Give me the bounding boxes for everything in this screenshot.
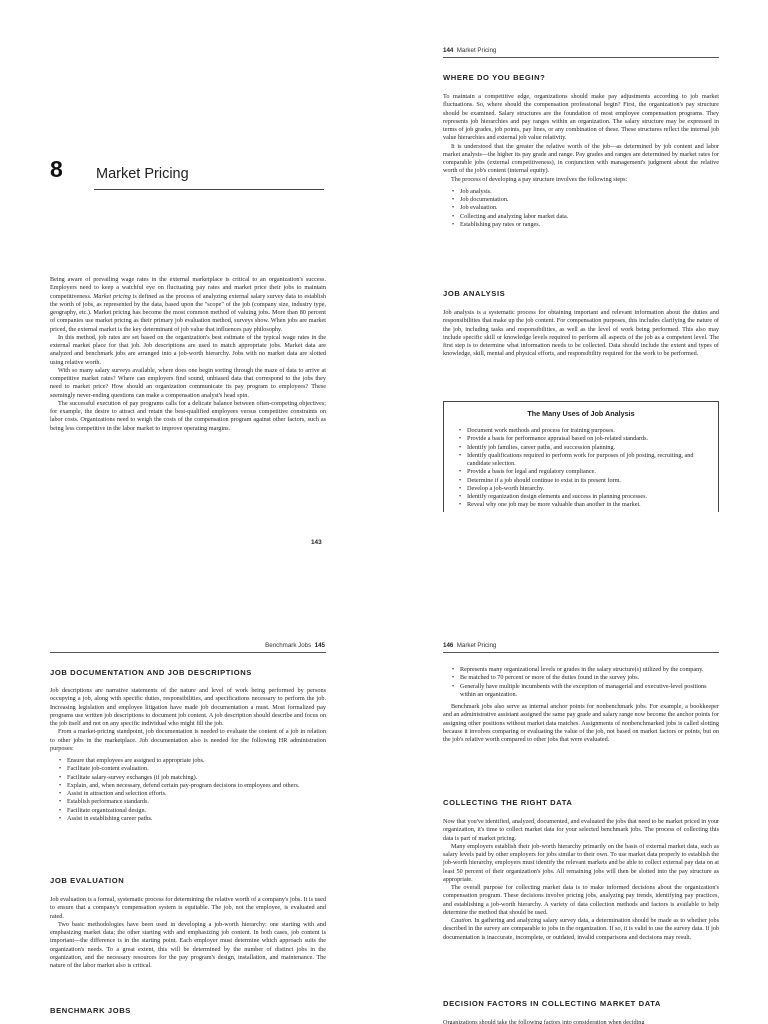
running-head-rule <box>443 652 719 653</box>
list-item: • Develop a job-worth hierarchy. <box>456 485 704 493</box>
chapter-title-rule <box>94 189 324 190</box>
section-heading: DECISION FACTORS IN COLLECTING MARKET DATA <box>443 999 661 1008</box>
running-head-rule <box>443 57 719 58</box>
running-head: 144 Market Pricing <box>443 47 497 54</box>
section-body: To maintain a competitive edge, organizations should make pay adjustments according to job market fluctuations. So, where should the compensation professional begin? First, the organization's pay structure should be examined. Salary structures are the foundation of most employee compensation programs. They represents job hierarchies and pay ranges within an organization. The salary structure may be expressed in terms of job grades, job points, pay lines, or any combination of these. These structures reflect the internal job value hierarchies and external job value relativity. It is understood that the greater the relative worth of the job—as determined by job content and labor market analysis—the higher its pay grade and range. Pay grades and ranges are determined by market rates for comparable jobs (external competitiveness), in conjunction with management's judgment about the relative worth of the job's content (internal equity). The process of developing a pay structure involves the following steps: • Job analysis. • Job documentation. • Job evaluation. • Collecting and analyzing labor market data. • Establishing pay rates or ranges. <box>443 93 719 229</box>
list-item: • Ensure that employees are assigned to appropriate jobs. <box>56 757 326 765</box>
list-item: • Identify qualifications required to perform work for purposes of job posting, recruiting, and candidate selection. <box>456 452 704 469</box>
page-143 <box>0 0 384 512</box>
list-item: • Provide a basis for legal and regulatory compliance. <box>456 468 704 476</box>
list-item: • Facilitate salary-survey exchanges (if job matching). <box>56 774 326 782</box>
list-item: • Establishing pay rates or ranges. <box>449 221 719 229</box>
page-145 <box>0 512 384 1024</box>
list-item: • Be matched to 70 percent or more of the duties found in the survey jobs. <box>449 674 719 682</box>
section-heading: COLLECTING THE RIGHT DATA <box>443 798 573 807</box>
uses-list <box>456 427 704 510</box>
list-item: • Identify job families, career paths, and succession planning. <box>456 444 704 452</box>
list-item: • Job evaluation. <box>449 204 719 212</box>
list-item: • Provide a basis for performance appraisal based on job-related standards. <box>456 435 704 443</box>
steps-list <box>449 188 719 229</box>
intro-paragraph: With so many salary surveys available, where does one begin sorting through the maze of data to arrive at competitive market rates? Where can employers find sound, unbiased data that correspond to the jobs they need to market price? How should an organization communicate its pay program to employees? These seemingly never-ending questions can make a compensation analyst's head spin. <box>50 366 326 399</box>
section-heading: JOB EVALUATION <box>50 876 125 885</box>
list-item: • Assist in establishing career paths. <box>56 815 326 823</box>
sidebar-box <box>443 401 719 512</box>
page-146 <box>384 512 768 1024</box>
list-item: • Identify organization design elements and success in planning processes. <box>456 493 704 501</box>
section-body: • Represents many organizational levels or grades in the salary structure(s) utilized by the company. • Be matched to 70 percent or more of the duties found in the survey jobs. • Generally have multiple incumbents with the exception of managerial and executive-level positions within an organization. Benchmark jobs also serve as internal anchor points for nonbenchmark jobs. For example, a bookkeeper and an administrative assistant assigned the same pay grade and salary range now become the anchor points for assigning other positions without market data matches. Assignments of nonbenchmarked jobs is called slotting because it involves comparing or evaluating the value of the job, not based on market factors or points, but on the job's relative worth compared to other jobs that were evaluated. <box>443 666 719 744</box>
list-item: • Determine if a job should continue to exist in its present form. <box>456 477 704 485</box>
section-heading: WHERE DO YOU BEGIN? <box>443 73 546 82</box>
list-item: • Reveal why one job may be more valuable than another in the market. <box>456 501 704 509</box>
list-item: • Facilitate organizational design. <box>56 807 326 815</box>
term-market-pricing: Market pricing <box>93 292 131 300</box>
section-body: Now that you've identified, analyzed, documented, and evaluated the jobs that need to be market priced in your organization, it's time to collect market data for your selected benchmark jobs. The process of collecting this data is part of market pricing. Many employers establish their job-worth hierarchy primarily on the basis of external market data, such as salary levels paid by other employers for jobs similar to their own. To use market data properly to establish the job-worth hierarchy, employers must identify the relevant markets and be able to collect external pay data on at least 50 percent of their organization's jobs. All remaining jobs will then be slotted into the pay structure as appropriate. The overall purpose for collecting market data is to make informed decisions about the organization's compensation program. These decisions involve pricing jobs, analyzing pay trends, identifying pay practices, and establishing a job-worth hierarchy. A variety of data collection methods and factors is available to help determine the method that should be used. Caution. In gathering and analyzing salary survey data, a determination should be made as to whether jobs described in the survey are comparable to jobs in the organization. If so, it is valid to use the survey data. If job documentation is inaccurate, incomplete, or outdated, invalid comparisons and decisions may result. <box>443 818 719 941</box>
intro-paragraph: The successful execution of pay programs calls for a delicate balance between often-competing objectives; for example, the desire to attract and retain the best-qualified employees versus competitive constraints on labor costs. Organizations need to weigh the costs of the compensation program against other factors, such as being less competitive in the labor market to improve operating margins. <box>50 399 326 432</box>
list-item: • Document work methods and process for training purposes. <box>456 427 704 435</box>
page-144 <box>384 0 768 512</box>
running-head: Benchmark Jobs 145 <box>265 642 325 649</box>
section-heading: JOB ANALYSIS <box>443 289 506 298</box>
benchmark-criteria-list <box>449 666 719 699</box>
list-item: • Establish performance standards. <box>56 798 326 806</box>
section-body: Job analysis is a systematic process for obtaining important and relevant information about the duties and responsibilities that make up the job content. For compensation purposes, this includes clarifying the nature of the job, including tasks and responsibilities, as well as the level of work being performed. This also may include specific skill or knowledge levels required to perform all aspects of the job as a competent level. The first step is to determine what information needs to be collected. Data should include the extent and types of knowledge, skill, mental and physical efforts, and responsibility required for the work to be performed. <box>443 309 719 358</box>
section-body: Organizations should take the following factors into consideration when deciding <box>443 1019 645 1024</box>
chapter-title: Market Pricing <box>96 166 189 182</box>
running-head: 146 Market Pricing <box>443 642 497 649</box>
section-body: Job descriptions are narrative statements of the nature and level of work being performed by persons occupying a job, along with specific duties, responsibilities, and specifications necessary to perform the job. Increasing legislation and employee litigation have made job documentation a must. Most formalized pay programs use written job descriptions to document job content. A job description should describe and focus on the job itself and not on any specific individual who might fill the job. From a market-pricing standpoint, job documentation is needed to evaluate the content of a job in relation to other jobs in the marketplace. Job documentation also is needed for the following HR administration purposes: • Ensure that employees are assigned to appropriate jobs. • Facilitate job-content evaluation. • Facilitate salary-survey exchanges (if job matching). • Explain, and, when necessary, defend certain pay-program decisions to employees and others. • Assist in attraction and selection efforts. • Establish performance standards. • Facilitate organizational design. • Assist in establishing career paths. <box>50 687 326 823</box>
caution-label: Caution. <box>451 917 473 924</box>
list-item: • Collecting and analyzing labor market data. <box>449 213 719 221</box>
list-item: • Job analysis. <box>449 188 719 196</box>
box-title: The Many Uses of Job Analysis <box>527 409 635 418</box>
purposes-list <box>56 757 326 823</box>
chapter-number: 8 <box>50 156 63 182</box>
running-head-rule <box>50 652 326 653</box>
section-heading: JOB DOCUMENTATION AND JOB DESCRIPTIONS <box>50 668 252 677</box>
list-item: • Represents many organizational levels or grades in the salary structure(s) utilized by the company. <box>449 666 719 674</box>
chapter-intro <box>50 276 326 433</box>
list-item: • Facilitate job-content evaluation. <box>56 765 326 773</box>
list-item: • Generally have multiple incumbents with the exception of managerial and executive-level positions within an organization. <box>449 683 719 700</box>
intro-paragraph: In this method, job rates are set based on the organization's best estimate of the typical wage rates in the external market place for that job. Job descriptions are used to match appropriate jobs. Market data are analyzed and benchmark jobs are arranged into a job-worth hierarchy. Jobs with no market data are slotted using relative worth. <box>50 333 326 366</box>
list-item: • Explain, and, when necessary, defend certain pay-program decisions to employees and others. <box>56 782 326 790</box>
section-body: Job evaluation is a formal, systematic process for determining the relative worth of a company's jobs. It is used to ensure that a company's compensation system is equitable. The job, not the employee, is evaluated and rated. Two basic methodologies have been used in developing a job-worth hierarchy: one starting with and emphasizing market data; the other starting with and emphasizing job content. In both cases, job content is important—the difference is in the starting point. Each employer must determine which approach suits the organization's needs. To a great extent, this will be determined by the number of distinct jobs in the organization, and the necessary resources for the pay program's design, installation, and maintenance. The nature of the labor market also is critical. <box>50 896 326 969</box>
list-item: • Assist in attraction and selection efforts. <box>56 790 326 798</box>
section-heading: BENCHMARK JOBS <box>50 1006 131 1015</box>
page-number-143: 143 <box>311 539 322 546</box>
intro-paragraph: Being aware of prevailing wage rates in the external marketplace is critical to an organization's success. Employers need to keep a watchful eye on fluctuating pay rates and market price their jobs to maintain competitiveness. Market pricing is defined as the process of analyzing external salary survey data to establish the worth of jobs, as represented by the data, based upon the "scope" of the job (company size, industry type, geography, etc.). Market pricing has become the most common method of valuing jobs. More than 80 percent of companies use market pricing as their primary job evaluation method, surveys show. When jobs are market priced, the external market is the key determinant of job value that influences pay philosophy. <box>50 276 326 333</box>
list-item: • Job documentation. <box>449 196 719 204</box>
